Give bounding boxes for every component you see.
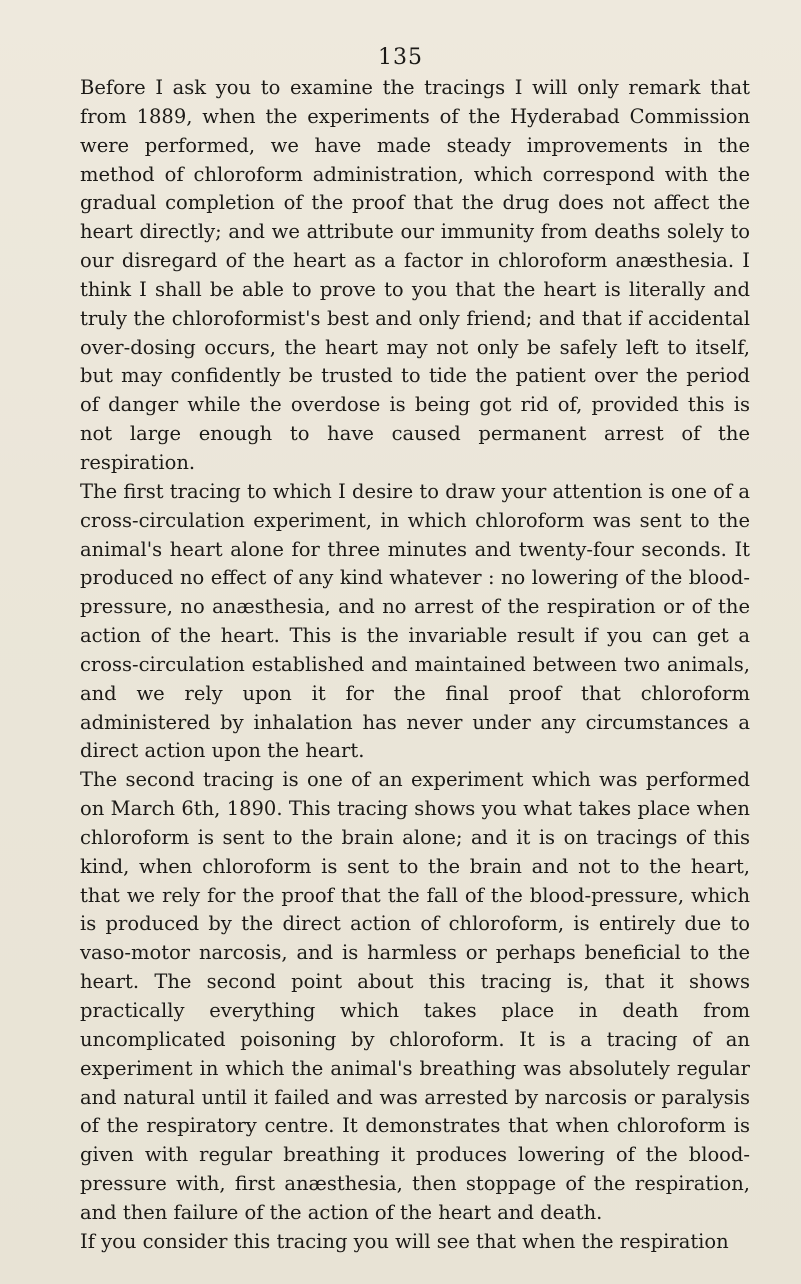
page-number: 135 [378,45,423,70]
paragraph-second-tracing: The second tracing is one of an experiment which was performed on March 6th, 1890. This tracing shows you what takes place when chloroform is sent to the brain alone; and it is on tracings of this kind, when chloroform is sent to the brain and not to the heart, that we rely for the proof that the fall of the blood-pressure, which is produced by the direct action of chloroform, is entirely due to vaso-motor narcosis, and is harmless or perhaps beneficial to the heart. The second point about this tracing is, that it shows practically everything which takes place in death from uncomplicated poisoning by chloroform. It is a tracing of an experiment in which the animal's breathing was absolutely regular and natural until it failed and was arrested by narcosis or paralysis of the respiratory centre. It demonstrates that when chloroform is given with regular breathing it produces lowering of the blood-pressure with, first anæsthesia, then stoppage of the respiration, and then failure of the action of the heart and death. [80,768,750,1224]
body-text [80,74,750,1257]
paragraph-consider-tracing: If you consider this tracing you will see that when the respiration [80,1229,729,1253]
paragraph-intro: Before I ask you to examine the tracings I will only remark that from 1889, when the experiments of the Hyderabad Commission were performed, we have made steady improvements in the method of chloroform administration, which correspond with the gradual completion of the proof that the drug does not affect the heart directly; and we attribute our immunity from deaths solely to our disregard of the heart as a factor in chloroform anæsthesia. I think I shall be able to prove to you that the heart is literally and truly the chloroformist's best and only friend; and that if accidental over-dosing occurs, the heart may not only be safely left to itself, but may confidently be trusted to tide the patient over the period of danger while the overdose is being got rid of, provided this is not large enough to have caused permanent arrest of the respiration. [80,76,750,474]
paragraph-first-tracing: The first tracing to which I desire to draw your attention is one of a cross-circulation experiment, in which chloroform was sent to the animal's heart alone for three minutes and twenty-four seconds. It produced no effect of any kind whatever : no lowering of the blood-pressure, no anæsthesia, and no arrest of the respiration or of the action of the heart. This is the invariable result if you can get a cross-circulation established and maintained between two animals, and we rely upon it for the final proof that chloroform administered by inhalation has never under any circumstances a direct action upon the heart. [80,479,750,763]
